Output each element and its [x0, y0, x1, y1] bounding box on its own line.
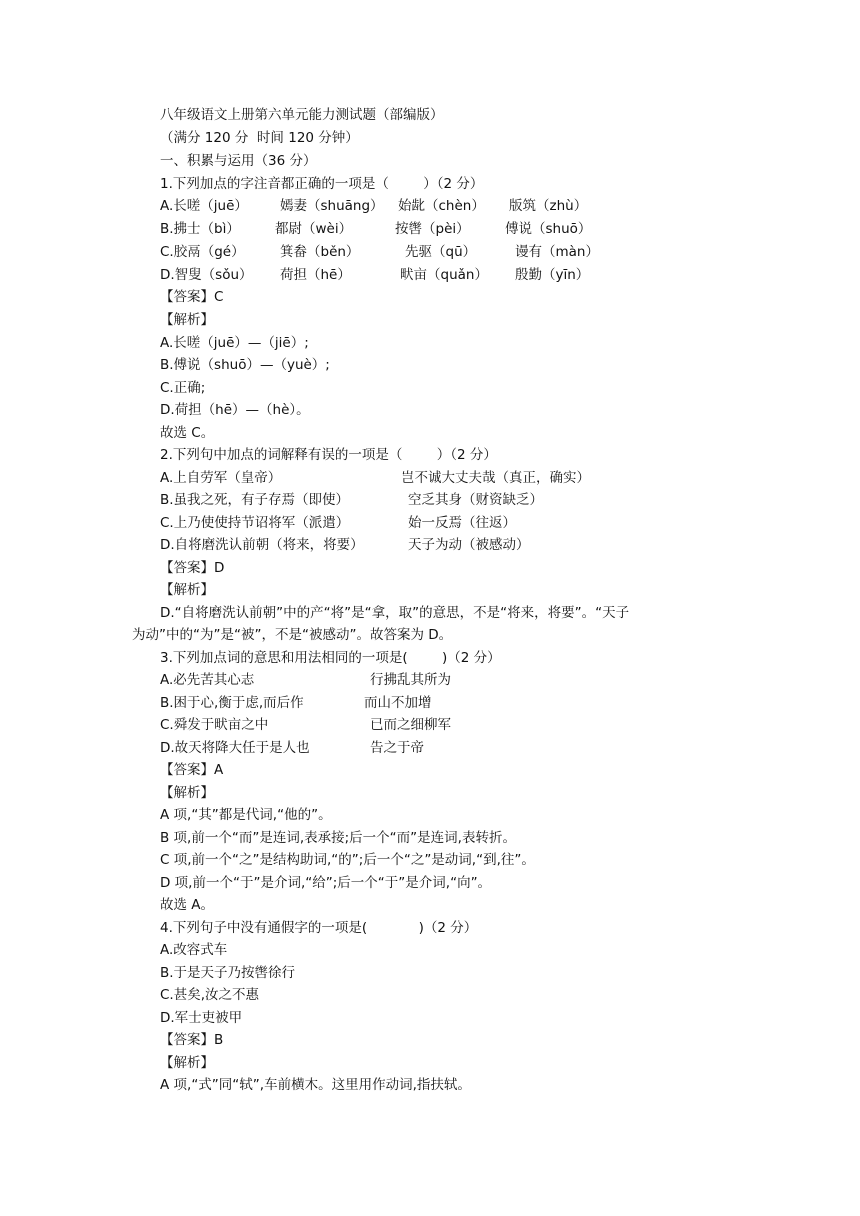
q2-analysis-label: 【解析】	[160, 582, 214, 598]
q1-option-row	[160, 265, 780, 285]
q1-option-cell: 先驱（qū）	[405, 244, 477, 260]
q3-analysis-line: 故选 A。	[160, 897, 215, 913]
q1-option-cell: 箕畚（běn）	[280, 244, 360, 260]
q3-option-cell: B.困于心,衡于虑,而后作	[160, 695, 304, 711]
q2-option-row	[160, 490, 780, 510]
q1-option-cell: 畎亩（quǎn）	[400, 267, 488, 283]
q1-analysis-line: A.长嗟（juē）—（jiē）;	[160, 335, 309, 351]
q3-option-row	[160, 693, 780, 713]
q2-option-row	[160, 513, 780, 533]
q3-analysis-line: C 项,前一个“之”是结构助词,“的”;后一个“之”是动词,“到,往”。	[160, 852, 535, 868]
q3-analysis-line: A 项,“其”都是代词,“他的”。	[160, 807, 332, 823]
q3-option-row	[160, 738, 780, 758]
q1-option-cell: 殷勤（yīn）	[515, 267, 590, 283]
q3-answer: 【答案】A	[160, 762, 224, 778]
doc-title: 八年级语文上册第六单元能力测试题（部编版）	[160, 107, 444, 123]
q1-option-cell: 谩有（màn）	[515, 244, 599, 260]
q2-option-cell: 岂不诚大丈夫哉（真正，确实）	[401, 470, 590, 486]
q1-option-cell: 嫣妻（shuāng）	[280, 198, 384, 214]
q1-analysis-line: C.正确;	[160, 380, 206, 396]
q3-stem: 3.下列加点词的意思和用法相同的一项是( )（2 分）	[160, 650, 501, 666]
doc-subtitle: （满分 120 分 时间 120 分钟）	[160, 130, 359, 146]
q3-analysis-line: B 项,前一个“而”是连词,表承接;后一个“而”是连词,表转折。	[160, 830, 516, 846]
q1-option-cell: 按辔（pèi）	[395, 221, 470, 237]
q3-analysis-line: D 项,前一个“于”是介词,“给”;后一个“于”是介词,“向”。	[160, 875, 492, 891]
q2-stem: 2.下列句中加点的词解释有误的一项是（ ）（2 分）	[160, 447, 497, 463]
q2-option-cell: B.虽我之死，有子存焉（即使）	[160, 492, 350, 508]
q4-stem: 4.下列句子中没有通假字的一项是( )（2 分）	[160, 920, 478, 936]
q2-option-cell: 空乏其身（财资缺乏）	[408, 492, 543, 508]
q1-analysis-line: 故选 C。	[160, 425, 215, 441]
q3-option-cell: 告之于帝	[370, 740, 424, 756]
q4-option: A.改容式车	[160, 942, 228, 958]
q1-option-cell: C.胶鬲（gé）	[160, 244, 245, 260]
q1-option-cell: 荷担（hē）	[280, 267, 351, 283]
q1-option-cell: 始龀（chèn）	[398, 198, 485, 214]
q1-option-cell: B.拂士（bì）	[160, 221, 240, 237]
q4-option: C.甚矣,汝之不惠	[160, 987, 260, 1003]
q1-option-cell: D.智叟（sǒu）	[160, 267, 253, 283]
q1-analysis-line: B.傅说（shuō）—（yuè）;	[160, 357, 330, 373]
q3-option-cell: 而山不加增	[364, 695, 432, 711]
q2-option-cell: 始一反焉（往返）	[408, 515, 516, 531]
q4-analysis-label: 【解析】	[160, 1055, 214, 1071]
q4-option: B.于是天子乃按辔徐行	[160, 965, 296, 981]
q3-option-row	[160, 715, 780, 735]
q2-option-row	[160, 535, 780, 555]
q1-option-row	[160, 242, 780, 262]
q2-option-cell: A.上自劳军（皇帝）	[160, 470, 282, 486]
q1-option-cell: 傅说（shuō）	[505, 221, 592, 237]
q2-option-cell: 天子为动（被感动）	[408, 537, 530, 553]
q1-answer: 【答案】C	[160, 289, 224, 305]
q2-analysis-line: D.“自将磨洗认前朝”中的产“将”是“拿，取”的意思，不是“将来，将要”。“天子	[160, 605, 630, 621]
q3-option-cell: D.故天将降大任于是人也	[160, 740, 310, 756]
q4-analysis-line: A 项,“式”同“轼”,车前横木。这里用作动词,指扶轼。	[160, 1077, 471, 1093]
q2-answer: 【答案】D	[160, 560, 225, 576]
section-heading: 一、积累与运用（36 分）	[160, 153, 317, 169]
q1-option-cell: 版筑（zhù）	[509, 198, 588, 214]
q1-option-cell: 都尉（wèi）	[275, 221, 353, 237]
q3-analysis-label: 【解析】	[160, 785, 214, 801]
q4-option: D.军士吏被甲	[160, 1010, 243, 1026]
q1-stem: 1.下列加点的字注音都正确的一项是（ ）（2 分）	[160, 176, 484, 192]
q1-analysis-label: 【解析】	[160, 312, 214, 328]
q1-option-cell: A.长嗟（juē）	[160, 198, 248, 214]
q3-option-row	[160, 670, 780, 690]
q2-option-cell: C.上乃使使持节诏将军（派遣）	[160, 515, 350, 531]
q3-option-cell: C.舜发于畎亩之中	[160, 717, 269, 733]
q1-option-row	[160, 196, 780, 216]
q3-option-cell: A.必先苦其心志	[160, 672, 255, 688]
q1-option-row	[160, 219, 780, 239]
q3-option-cell: 已而之细柳军	[370, 717, 451, 733]
q2-option-row	[160, 468, 780, 488]
q2-option-cell: D.自将磨洗认前朝（将来，将要）	[160, 537, 364, 553]
q3-option-cell: 行拂乱其所为	[370, 672, 451, 688]
q1-analysis-line: D.荷担（hē）—（hè）。	[160, 402, 310, 418]
q4-answer: 【答案】B	[160, 1032, 224, 1048]
q2-analysis-line: 为动”中的“为”是“被”，不是“被感动”。故答案为 D。	[132, 627, 453, 643]
